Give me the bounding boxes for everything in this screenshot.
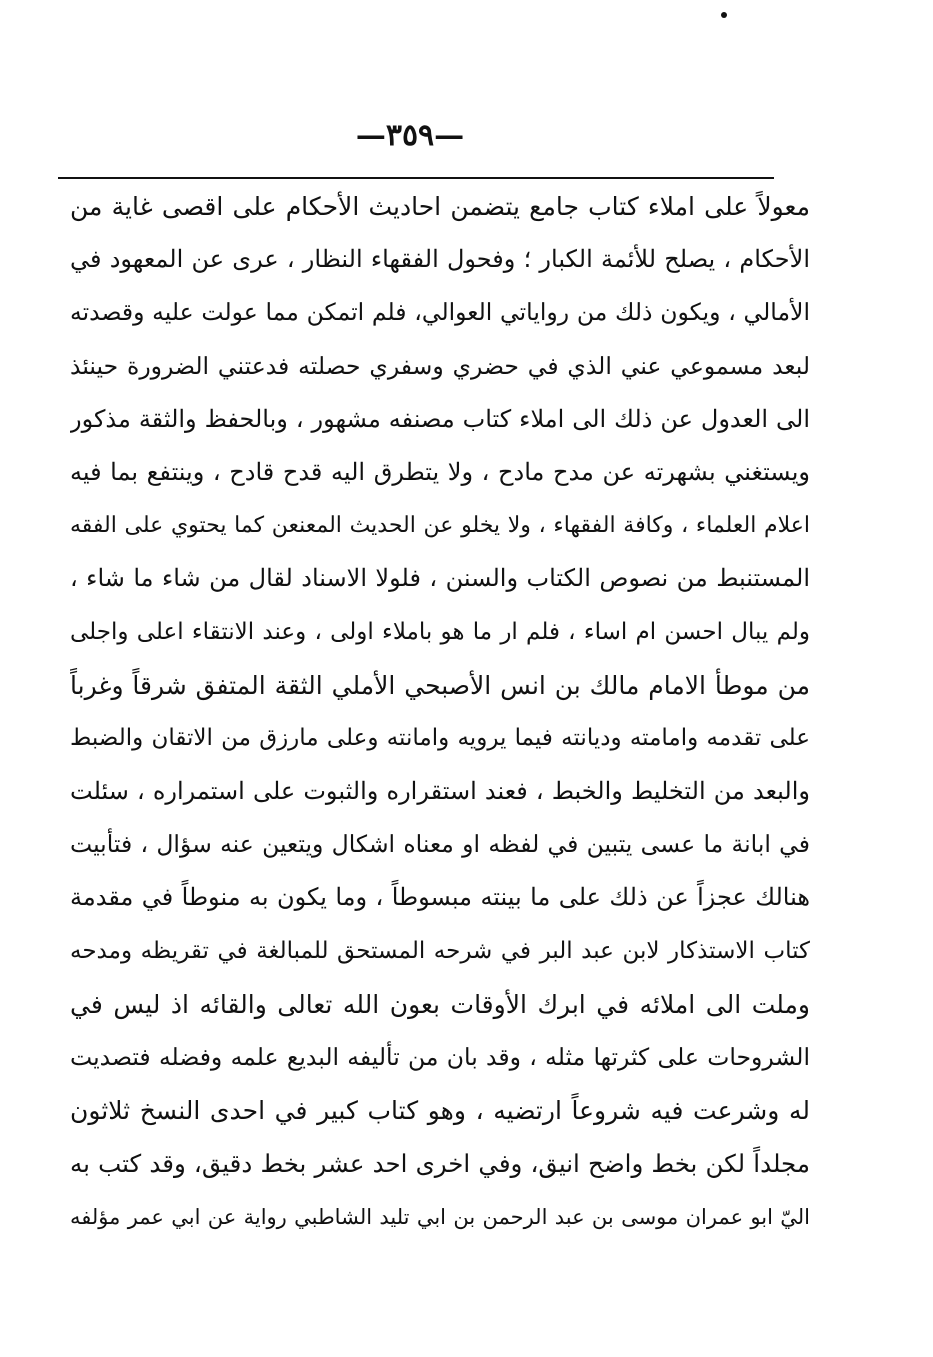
- text-line: والبعد من التخليط والخبط ، فعند استقراره والثبوت على استمراره ، سئلت: [70, 777, 810, 806]
- header-rule: [58, 177, 774, 179]
- text-line: المستنبط من نصوص الكتاب والسنن ، فلولا الاسناد لقال من شاء ما شاء ،: [70, 564, 810, 593]
- text-line: معولاً على املاء كتاب جامع يتضمن احاديث الأحكام على اقصى غاية من: [70, 192, 810, 221]
- text-line: في ابانة ما عسى يتبين في لفظه او معناه اشكال ويتعين عنه سؤال ، فتأبيت: [70, 830, 810, 859]
- text-line: اعلام العلماء ، وكافة الفقهاء ، ولا يخلو عن الحديث المعنعن كما يحتوي على الفقه: [70, 513, 810, 539]
- text-line: اليّ ابو عمران موسى بن عبد الرحمن بن ابي تليد الشاطبي رواية عن ابي عمر مؤلفه: [70, 1204, 810, 1229]
- text-line: من موطأ الامام مالك بن انس الأصبحي الأملي الثقة المتفق شرقاً وغرباً: [70, 670, 810, 700]
- text-line: له وشرعت فيه شروعاً ارتضيه ، وهو كتاب كبير في احدى النسخ ثلاثون: [70, 1096, 810, 1126]
- text-line: ويستغني بشهرته عن مدح مادح ، ولا يتطرق اليه قدح قادح ، وينتفع بما فيه: [70, 457, 810, 486]
- ink-speck: [721, 12, 727, 18]
- text-line: ولم يبال احسن ام اساء ، فلم ار ما هو باملاء اولى ، وعند الانتقاء اعلى واجلى: [70, 618, 810, 645]
- text-line: لبعد مسموعي عني الذي في حضري وسفري حصلته فدعتني الضرورة حينئذ: [70, 351, 810, 380]
- text-line: مجلداً لكن بخط واضح انيق، وفي اخرى احد عشر بخط دقيق، وقد كتب به: [70, 1149, 810, 1179]
- text-line: على تقدمه وامامته وديانته فيما يرويه وامانته وعلى مارزق من الاتقان والضبط: [70, 724, 810, 751]
- page-number: —٣٥٩—: [355, 118, 465, 153]
- text-line: الأمالي ، ويكون ذلك من رواياتي العوالي، فلم اتمكن مما عولت عليه وقصدته: [70, 298, 810, 327]
- body-text: [70, 180, 810, 1244]
- text-line: كتاب الاستذكار لابن عبد البر في شرحه المستحق للمبالغة في تقريظه ومدحه: [70, 937, 810, 964]
- text-line: وملت الى املائه في ابرك الأوقات بعون الله تعالى والقائه اذ ليس في: [70, 989, 810, 1019]
- text-line: هنالك عجزاً عن ذلك على ما بينته مبسوطاً ، وما يكون به منوطاً في مقدمة: [70, 883, 810, 912]
- text-line: الأحكام ، يصلح للأئمة الكبار ؛ وفحول الفقهاء النظار ، عرى عن المعهود في: [70, 245, 810, 274]
- text-line: الى العدول عن ذلك الى املاء كتاب مصنفه مشهور ، وبالحفظ والثقة مذكور: [70, 404, 810, 433]
- text-line: الشروحات على كثرتها مثله ، وقد بان من تأليفه البديع علمه وفضله فتصديت: [70, 1043, 810, 1071]
